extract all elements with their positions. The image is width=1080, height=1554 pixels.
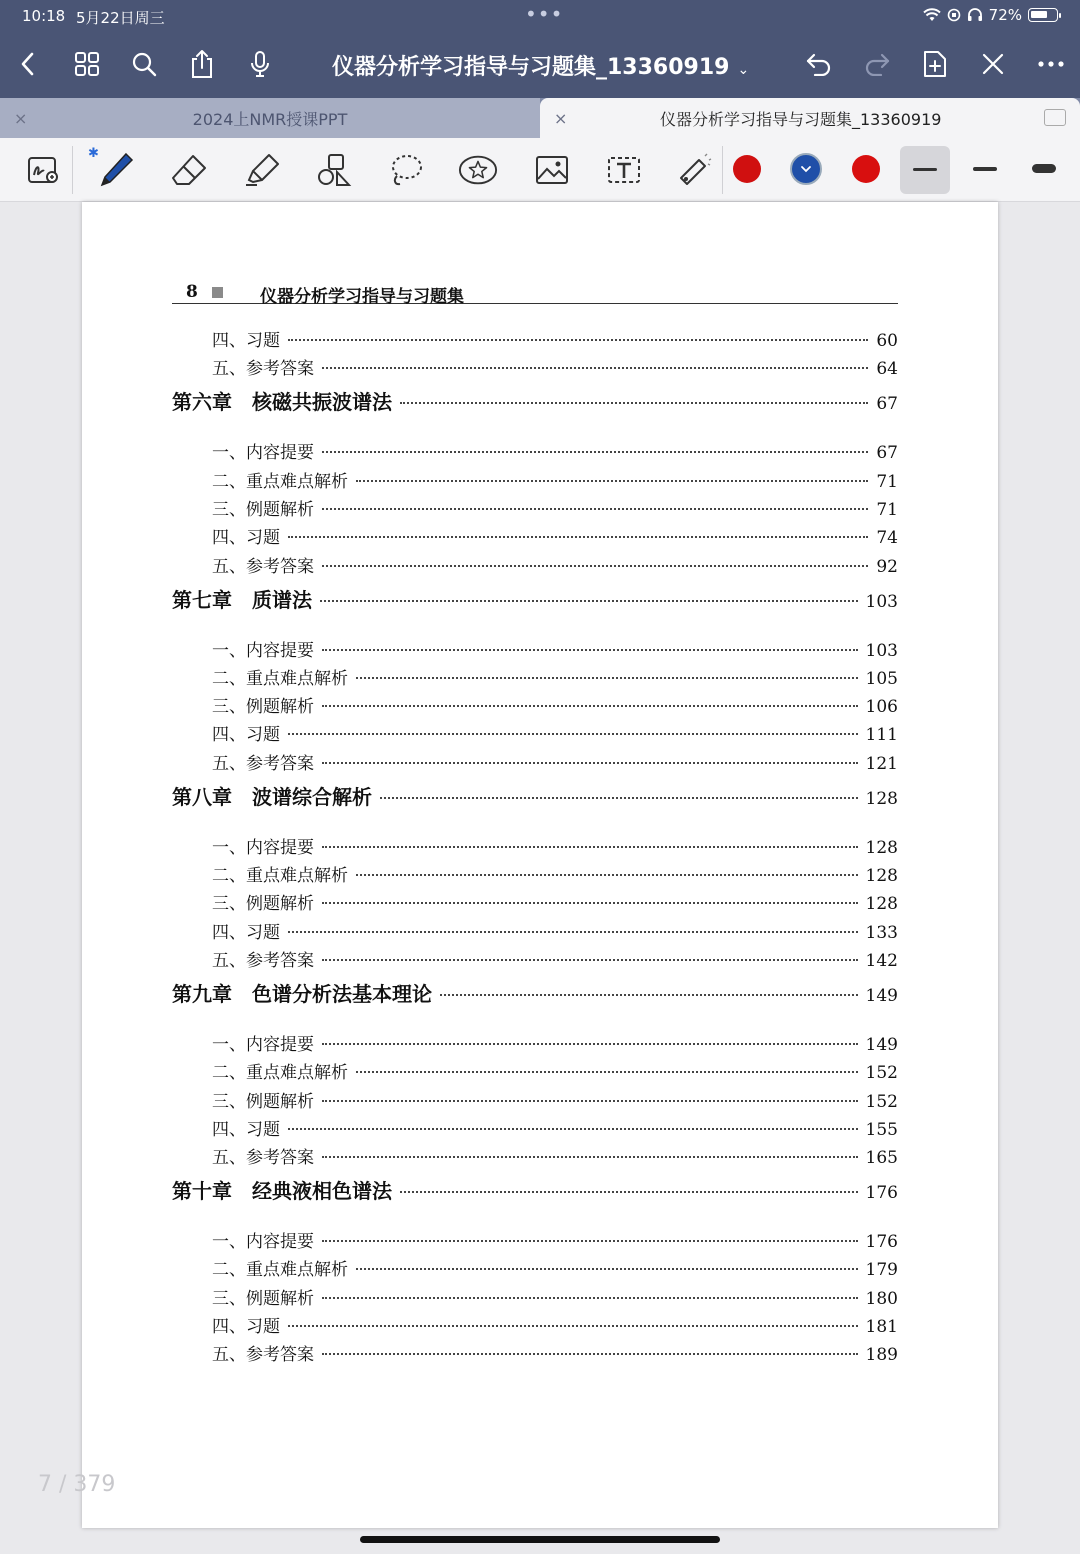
toc-leader-dots <box>322 1100 858 1102</box>
toc-page-number: 176 <box>865 1232 898 1253</box>
toc-label: 五、参考答案 <box>212 556 314 577</box>
toc-section-row <box>212 1340 898 1365</box>
toc-leader-dots <box>322 1156 858 1158</box>
toc-label: 五、参考答案 <box>212 1148 314 1169</box>
grid-icon <box>74 51 100 77</box>
toc-label: 色谱分析法基本理论 <box>252 981 432 1006</box>
toc-page-number: 142 <box>865 950 898 971</box>
close-tools-button[interactable] <box>977 48 1009 80</box>
toc-section-row <box>212 1312 898 1337</box>
toc-page-number: 121 <box>865 753 898 774</box>
nav-bar <box>0 40 1080 88</box>
star-sticker-icon <box>458 153 498 187</box>
toc-leader-dots <box>322 902 858 904</box>
toc-section-row <box>212 692 898 717</box>
toc-section-row <box>212 946 898 971</box>
toc-leader-dots <box>322 1297 858 1299</box>
toc-leader-dots <box>356 677 858 679</box>
toolbar-divider <box>722 146 723 194</box>
status-bar <box>0 0 1080 32</box>
toc-label: 二、重点难点解析 <box>212 866 348 886</box>
eraser-tool[interactable] <box>170 150 210 190</box>
toc-chapter-number: 第六章 <box>172 390 232 415</box>
toc-page-number: 67 <box>876 394 898 415</box>
toc-leader-dots <box>322 1043 858 1045</box>
header-square-icon <box>212 287 223 298</box>
toc-leader-dots <box>356 1071 858 1073</box>
chevron-left-icon <box>18 51 38 77</box>
toc-label: 三、例题解析 <box>212 697 314 718</box>
handwriting-zoom-icon <box>26 153 62 187</box>
stroke-width-thick[interactable] <box>1032 164 1056 173</box>
toc-page-number: 128 <box>865 837 898 858</box>
annotation-toolbar <box>0 138 1080 202</box>
tab-label: 2024上NMR授课PPT <box>192 109 348 129</box>
status-right <box>923 6 1058 24</box>
page-header-number: 8 <box>186 282 198 302</box>
image-tool[interactable] <box>532 150 572 190</box>
home-indicator[interactable] <box>360 1536 720 1543</box>
toc-chapter-number: 第七章 <box>172 587 232 612</box>
toc-label: 五、参考答案 <box>212 950 314 971</box>
page-header <box>172 282 898 307</box>
toc-page-number: 106 <box>865 697 898 718</box>
toc-leader-dots <box>322 1240 858 1242</box>
toc-label: 二、重点难点解析 <box>212 1063 348 1084</box>
toc-label: 四、习题 <box>212 331 280 351</box>
grid-view-button[interactable] <box>71 48 103 80</box>
toc-section-row <box>212 918 898 943</box>
text-box-icon <box>605 154 643 186</box>
toolbar-divider <box>72 146 73 194</box>
toc-page-number: 181 <box>865 1317 898 1337</box>
toc-label: 经典液相色谱法 <box>252 1179 392 1204</box>
toc-label: 五、参考答案 <box>212 753 314 774</box>
toc-section-row <box>212 552 898 577</box>
color-swatch-blue-selected[interactable] <box>790 153 822 185</box>
toc-leader-dots <box>356 1268 858 1270</box>
toc-page-number: 155 <box>865 1119 898 1140</box>
toc-label: 四、习题 <box>212 528 280 549</box>
toc-leader-dots <box>322 846 858 848</box>
document-title[interactable] <box>332 50 749 81</box>
undo-icon <box>805 52 833 76</box>
toc-page-number: 165 <box>865 1148 898 1169</box>
tab-current-document[interactable] <box>540 98 1080 138</box>
search-icon <box>131 51 157 77</box>
toc-leader-dots <box>288 1128 858 1130</box>
toc-section-row <box>212 749 898 774</box>
toc-label: 三、例题解析 <box>212 1288 314 1309</box>
toc-chapter-number: 第九章 <box>172 981 232 1006</box>
toc-section-row <box>212 1227 898 1252</box>
toc-label: 三、例题解析 <box>212 1091 314 1112</box>
toc-page-number: 128 <box>865 788 898 809</box>
toc-chapter-row <box>172 781 898 810</box>
stroke-width-thin[interactable] <box>913 168 937 171</box>
toc-leader-dots <box>356 480 868 482</box>
toc-page-number: 180 <box>865 1288 898 1309</box>
toc-page-number: 74 <box>876 528 898 549</box>
multitask-dots-icon[interactable]: ••• <box>525 2 564 26</box>
toc-label: 一、内容提要 <box>212 1232 314 1253</box>
split-view-icon[interactable] <box>1044 109 1066 126</box>
toc-label: 一、内容提要 <box>212 443 314 464</box>
toc-page-number: 71 <box>876 471 898 492</box>
highlighter-icon <box>243 152 281 188</box>
redo-icon <box>863 52 891 76</box>
tab-close-icon[interactable]: × <box>14 108 28 128</box>
add-page-button[interactable] <box>919 48 951 80</box>
toc-leader-dots <box>320 600 858 602</box>
redo-button[interactable] <box>861 48 893 80</box>
battery-icon <box>1028 8 1058 22</box>
pen-tool[interactable] <box>96 150 136 190</box>
toc-section-row <box>212 636 898 661</box>
more-icon <box>1037 60 1065 68</box>
toc-page-number: 60 <box>876 331 898 351</box>
toc-page-number: 64 <box>876 359 898 380</box>
toc-page-number: 179 <box>865 1260 898 1281</box>
handwriting-tool[interactable] <box>24 150 64 190</box>
pen-icon <box>96 150 136 190</box>
toc-label: 二、重点难点解析 <box>212 668 348 689</box>
toc-page-number: 152 <box>865 1091 898 1112</box>
document-page[interactable] <box>82 202 998 1528</box>
share-icon <box>189 49 215 79</box>
toc-label: 二、重点难点解析 <box>212 1260 348 1281</box>
status-time: 10:18 <box>22 7 66 25</box>
toc-page-number: 111 <box>865 725 898 746</box>
search-button[interactable] <box>128 48 160 80</box>
sticker-tool[interactable] <box>458 150 498 190</box>
toc-leader-dots <box>322 565 868 567</box>
back-button[interactable] <box>12 48 44 80</box>
toc-leader-dots <box>322 367 868 369</box>
toc-page-number: 189 <box>865 1345 898 1366</box>
battery-percent: 72% <box>988 6 1022 24</box>
toc-leader-dots <box>288 536 868 538</box>
toc-section-row <box>212 1087 898 1112</box>
toc-label: 四、习题 <box>212 1317 280 1337</box>
toc-leader-dots <box>322 508 868 510</box>
toc-page-number: 149 <box>865 985 898 1006</box>
toc-page-number: 67 <box>876 443 898 464</box>
toc-page-number: 92 <box>876 556 898 577</box>
toc-leader-dots <box>288 1325 858 1327</box>
toc-page-number: 128 <box>865 866 898 886</box>
page-counter: 7 / 379 <box>38 1472 116 1497</box>
toc-chapter-number: 第十章 <box>172 1179 232 1204</box>
toc-section-row <box>212 1030 898 1055</box>
orientation-lock-icon <box>947 8 961 22</box>
undo-button[interactable] <box>803 48 835 80</box>
toc-section-row <box>212 438 898 463</box>
toc-leader-dots <box>322 762 858 764</box>
toc-section-row <box>212 664 898 689</box>
laser-pointer-icon <box>675 152 713 188</box>
lasso-icon <box>387 152 425 188</box>
pen-cross-icon <box>980 51 1006 77</box>
more-button[interactable] <box>1035 48 1067 80</box>
page-header-title: 仪器分析学习指导与习题集 <box>260 287 464 307</box>
toc-page-number: 149 <box>865 1034 898 1055</box>
bluetooth-icon: ✱ <box>88 146 99 161</box>
toc-leader-dots <box>288 733 858 735</box>
chevron-down-icon <box>792 155 820 183</box>
tab-nmr-ppt[interactable] <box>0 98 540 138</box>
toc-label: 五、参考答案 <box>212 1345 314 1366</box>
toc-label: 四、习题 <box>212 1119 280 1140</box>
wifi-icon <box>923 8 941 22</box>
toc-page-number: 105 <box>865 668 898 689</box>
toc-page-number: 152 <box>865 1063 898 1084</box>
microphone-icon <box>249 50 271 78</box>
toc-label: 质谱法 <box>252 587 312 612</box>
document-title-text: 仪器分析学习指导与习题集_13360919 <box>332 55 730 80</box>
toc-section-row <box>212 326 898 351</box>
image-icon <box>534 154 570 186</box>
headphones-icon <box>967 8 983 22</box>
toc-label: 一、内容提要 <box>212 1034 314 1055</box>
text-tool[interactable] <box>604 150 644 190</box>
toc-label: 五、参考答案 <box>212 359 314 380</box>
toc-leader-dots <box>322 649 858 651</box>
laser-pointer-tool[interactable] <box>674 150 714 190</box>
toc-label: 核磁共振波谱法 <box>252 390 392 415</box>
stroke-width-medium[interactable] <box>973 167 997 171</box>
toc-leader-dots <box>322 1353 858 1355</box>
highlighter-tool[interactable] <box>242 150 282 190</box>
top-bar <box>0 0 1080 98</box>
toc-chapter-row <box>172 386 898 415</box>
shape-tool[interactable] <box>314 150 354 190</box>
toc-label: 三、例题解析 <box>212 894 314 915</box>
toc-label: 一、内容提要 <box>212 837 314 858</box>
toc-page-number: 128 <box>865 894 898 915</box>
color-swatch-red-2[interactable] <box>852 155 880 183</box>
toc-leader-dots <box>400 1191 858 1193</box>
toc-chapter-row <box>172 978 898 1007</box>
toc-page-number: 103 <box>865 640 898 661</box>
toc-page-number: 133 <box>865 922 898 943</box>
color-swatch-red[interactable] <box>733 155 761 183</box>
toc-section-row <box>212 467 898 492</box>
toc-section-row <box>212 1058 898 1083</box>
toc-leader-dots <box>400 402 868 404</box>
toc-section-row <box>212 889 898 914</box>
status-date: 5月22日周三 <box>76 9 165 27</box>
lasso-tool[interactable] <box>386 150 426 190</box>
toc-label: 波谱综合解析 <box>252 784 372 809</box>
eraser-icon <box>171 152 209 188</box>
chevron-down-icon: ⌄ <box>737 62 750 78</box>
toc-leader-dots <box>288 339 868 341</box>
toc-section-row <box>212 495 898 520</box>
shapes-icon <box>315 152 353 188</box>
toc-chapter-number: 第八章 <box>172 784 232 809</box>
toc-leader-dots <box>440 994 858 996</box>
toc-label: 四、习题 <box>212 725 280 746</box>
toc-label: 四、习题 <box>212 922 280 943</box>
toc-section-row <box>212 523 898 548</box>
microphone-button[interactable] <box>244 48 276 80</box>
toc-label: 三、例题解析 <box>212 499 314 520</box>
toc-section-row <box>212 1143 898 1168</box>
toc-chapter-row <box>172 584 898 613</box>
toc-page-number: 176 <box>865 1183 898 1204</box>
toc-chapter-row <box>172 1175 898 1204</box>
toc-label: 一、内容提要 <box>212 640 314 661</box>
toc-section-row <box>212 1284 898 1309</box>
toc-section-row <box>212 861 898 886</box>
toc-section-row <box>212 354 898 379</box>
toc-section-row <box>212 1115 898 1140</box>
toc-leader-dots <box>380 797 858 799</box>
tab-close-icon[interactable]: × <box>554 108 568 128</box>
add-page-icon <box>922 49 948 79</box>
tab-label: 仪器分析学习指导与习题集_13360919 <box>660 109 942 129</box>
toc-leader-dots <box>288 931 858 933</box>
share-button[interactable] <box>186 48 218 80</box>
toc-section-row <box>212 720 898 745</box>
toc-label: 二、重点难点解析 <box>212 471 348 492</box>
toc-section-row <box>212 833 898 858</box>
toc-leader-dots <box>322 959 858 961</box>
toc-page-number: 103 <box>865 591 898 612</box>
toc-leader-dots <box>322 451 868 453</box>
toc-leader-dots <box>356 874 858 876</box>
tab-bar <box>0 98 1080 138</box>
toc-page-number: 71 <box>876 499 898 520</box>
toc-section-row <box>212 1255 898 1280</box>
toc-leader-dots <box>322 705 858 707</box>
